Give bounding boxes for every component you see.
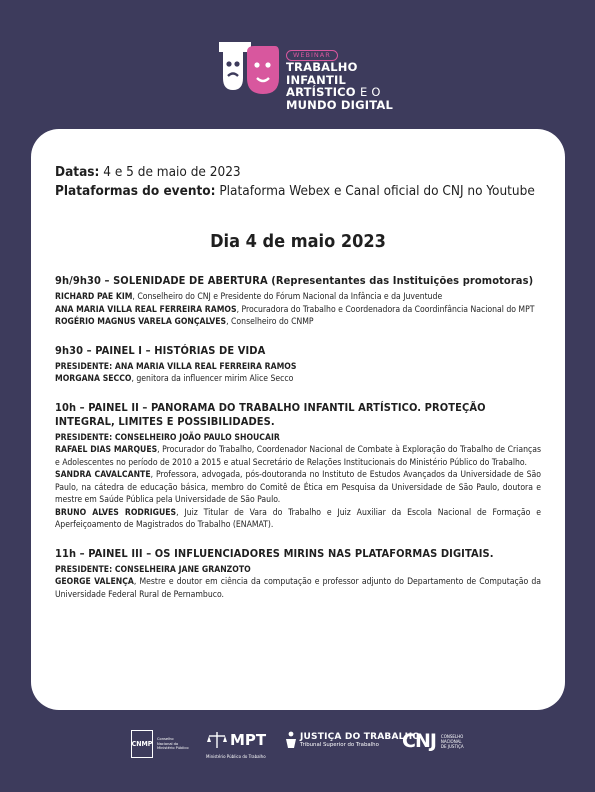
speaker-line [55, 291, 541, 304]
speaker-desc: , Procurador do Trabalho, Coordenador Nacional de Combate à Exploração do Trabalho de Crianças e Adolescentes no período de 2010 a 2015 e atual Secretário de Relações Institucionais do Ministério Público do Trabalho. [55, 445, 541, 468]
speaker-name: PRESIDENTE: CONSELHEIRA JANE GRANZOTO [55, 564, 251, 575]
speaker-desc: , Mestre e doutor em ciência da computação e professor adjunto do Departamento de Computação da Universidade Federal Rural de Pernambuco. [55, 577, 541, 600]
speaker-name: RICHARD PAE KIM [55, 292, 133, 302]
speaker-name: GEORGE VALENÇA [55, 577, 134, 587]
session-panel-1 [55, 344, 541, 386]
speaker-desc: , Procuradora do Trabalho e Coordenadora da Coordinfância Nacional do MPT [236, 304, 535, 315]
cnj-line: DE JUSTIÇA [440, 743, 464, 749]
cnj-logo [402, 730, 464, 752]
speaker-line [55, 564, 541, 577]
speaker-line [55, 361, 541, 374]
speaker-line [55, 373, 541, 386]
session-title: 11h – PAINEL III – OS INFLUENCIADORES MIRINS NAS PLATAFORMAS DIGITAIS. [55, 546, 494, 560]
cnj-line: NACIONAL [440, 738, 462, 744]
program-card [31, 129, 565, 710]
cnj-line: CONSELHO [440, 733, 464, 739]
speaker-name: MORGANA SECCO [55, 374, 132, 384]
justice-icon [284, 730, 298, 750]
speaker-line [55, 304, 541, 317]
speaker-desc: , Juiz Titular de Vara do Trabalho e Juiz Auxiliar da Escola Nacional de Formação e Aperfeiçoamento de Magistrados do Trabalho (ENAMAT). [55, 507, 541, 530]
cnj-text [441, 734, 464, 749]
speaker-line [55, 576, 541, 601]
session-panel-2 [55, 401, 541, 532]
speaker-line [55, 469, 541, 507]
speaker-name: ROGÉRIO MAGNUS VARELA GONÇALVES [55, 317, 227, 327]
cnj-word: CNJ [402, 730, 436, 752]
session-panel-3 [55, 547, 541, 602]
dates-value: 4 e 5 de maio de 2023 [103, 164, 241, 180]
cnmp-text [157, 737, 189, 750]
cnmp-line: Nacional do [157, 741, 179, 746]
speaker-line [55, 316, 541, 329]
event-platforms [55, 182, 541, 201]
footer-logos [0, 730, 595, 770]
speaker-line [55, 444, 541, 469]
scales-icon [206, 730, 228, 750]
mpt-sub: Ministério Público do Trabalho [206, 754, 266, 759]
event-dates [55, 163, 541, 182]
speaker-line [55, 432, 541, 445]
platforms-value: Plataforma Webex e Canal oficial do CNJ no Youtube [219, 183, 535, 199]
title-line-3-text: ARTÍSTICO [286, 85, 356, 99]
speaker-name: ANA MARIA VILLA REAL FERREIRA RAMOS [55, 304, 237, 315]
program-content [55, 163, 541, 616]
jt-title: JUSTIÇA DO TRABALHO [300, 732, 421, 742]
title-line-4: MUNDO DIGITAL [286, 97, 394, 112]
session-title: 9h/9h30 – SOLENIDADE DE ABERTURA (Representantes das Instituições promotoras) [55, 274, 534, 287]
speaker-name: SANDRA CAVALCANTE [55, 470, 151, 480]
title-line-1: TRABALHO [286, 60, 358, 74]
speaker-desc: , genitora da influencer mirim Alice Secco [131, 374, 294, 384]
jt-sub: Tribunal Superior do Trabalho [300, 742, 379, 748]
webinar-logo-mark [217, 38, 281, 96]
day-title: Dia 4 de maio 2023 [210, 231, 386, 252]
mpt-word: MPT [230, 731, 267, 749]
title-line-3 [286, 86, 393, 99]
title-connector: E O [360, 85, 381, 99]
speaker-desc: , Professora, advogada, pós-doutoranda no Instituto de Estudos Avançados da Universidade de São Paulo, na cátedra de educação básica, membro do Comitê de Ética em Pesquisa da Universidade de São Paulo, doutora e mestre em Saúde Pública pela Universidade de São Paulo. [55, 470, 542, 505]
session-title: 9h30 – PAINEL I – HISTÓRIAS DE VIDA [55, 343, 266, 357]
speaker-name: PRESIDENTE: ANA MARIA VILLA REAL FERREIRA RAMOS [55, 361, 297, 372]
speaker-name: RAFAEL DIAS MARQUES [55, 445, 158, 455]
speaker-desc: , Conselheiro do CNMP [226, 317, 314, 327]
dates-label: Datas: [55, 164, 100, 180]
session-title: 10h – PAINEL II – PANORAMA DO TRABALHO INFANTIL ARTÍSTICO. PROTEÇÃO INTEGRAL, LIMITES E POSSIBILIDADES. [55, 400, 486, 428]
webinar-title [286, 42, 393, 111]
speaker-name: PRESIDENTE: CONSELHEIRO JOÃO PAULO SHOUCAIR [55, 432, 280, 443]
speaker-name: BRUNO ALVES RODRIGUES [55, 507, 177, 518]
title-line-2: INFANTIL [286, 72, 347, 87]
platforms-label: Plataformas do evento: [55, 183, 216, 199]
cnmp-logo [131, 730, 189, 758]
mpt-logo [206, 730, 267, 759]
cnmp-icon: CNMP [131, 730, 153, 758]
session-opening [55, 274, 541, 329]
cnmp-line: Ministério Público [157, 746, 189, 751]
cnmp-line: Conselho [157, 737, 174, 742]
jt-logo [284, 730, 420, 750]
speaker-desc: , Conselheiro do CNJ e Presidente do Fórum Nacional da Infância e da Juventude [132, 292, 443, 302]
webinar-tag: WEBINAR [286, 50, 338, 61]
speaker-line [55, 507, 541, 532]
